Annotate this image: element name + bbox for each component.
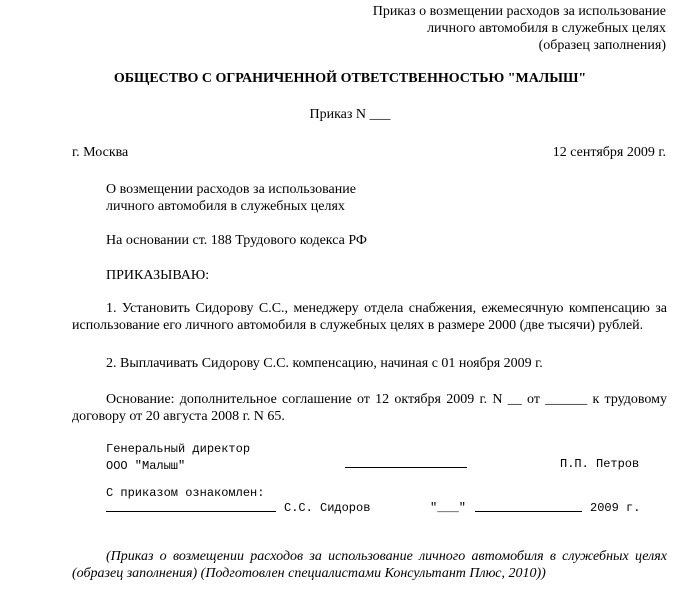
order-paragraph-2: 2. Выплачивать Сидорову С.С. компенсацию, начиная с 01 ноября 2009 г.: [106, 356, 543, 371]
document-reference-header: [373, 3, 666, 54]
reference-line-3: (образец заполнения): [538, 38, 666, 53]
order-date: 12 сентября 2009 г.: [552, 145, 666, 160]
order-paragraph-1: 1. Установить Сидорову С.С., менеджеру отдела снабжения, ежемесячную компенсацию за использование его личного автомобиля в служебных целях в размере 2000 (две тысячи) рублей.: [72, 301, 667, 333]
director-name: П.П. Петров: [560, 457, 640, 471]
source-footnote: (Приказ о возмещении расходов за использование личного автомобиля в служебных целях (образец заполнения) (Подготовлен специалистами Консультант Плюс, 2010)): [72, 549, 667, 581]
employee-signature-line: [106, 511, 276, 512]
order-title: Приказ N ___: [309, 107, 391, 122]
signature-title: [106, 441, 250, 475]
signature-company: ООО "Малыш": [106, 459, 186, 473]
acknowledgement-date-line: [475, 511, 582, 512]
acknowledgement-year: 2009 г.: [590, 501, 641, 515]
organization-name: ОБЩЕСТВО С ОГРАНИЧЕННОЙ ОТВЕТСТВЕННОСТЬЮ "МАЛЫШ": [113, 71, 587, 86]
acknowledgement-title: С приказом ознакомлен:: [106, 486, 265, 500]
reference-line-2: личного автомобиля в служебных целях: [427, 21, 666, 36]
employee-name: С.С. Сидоров: [284, 501, 371, 515]
order-subject: [106, 181, 356, 215]
legal-basis: На основании ст. 188 Трудового кодекса РФ: [106, 233, 367, 248]
signature-position: Генеральный директор: [106, 442, 251, 456]
orders-heading: ПРИКАЗЫВАЮ:: [106, 268, 210, 283]
reference-line-1: Приказ о возмещении расходов за использование: [372, 4, 666, 19]
director-signature-line: [345, 467, 467, 468]
subject-line-2: личного автомобиля в служебных целях: [106, 199, 345, 214]
acknowledgement-day: "___": [430, 501, 467, 515]
subject-line-1: О возмещении расходов за использование: [106, 182, 356, 197]
order-city: г. Москва: [72, 145, 129, 160]
order-basis-paragraph: Основание: дополнительное соглашение от 12 октября 2009 г. N __ от ______ к трудовому договору от 20 августа 2008 г. N 65.: [72, 392, 667, 424]
